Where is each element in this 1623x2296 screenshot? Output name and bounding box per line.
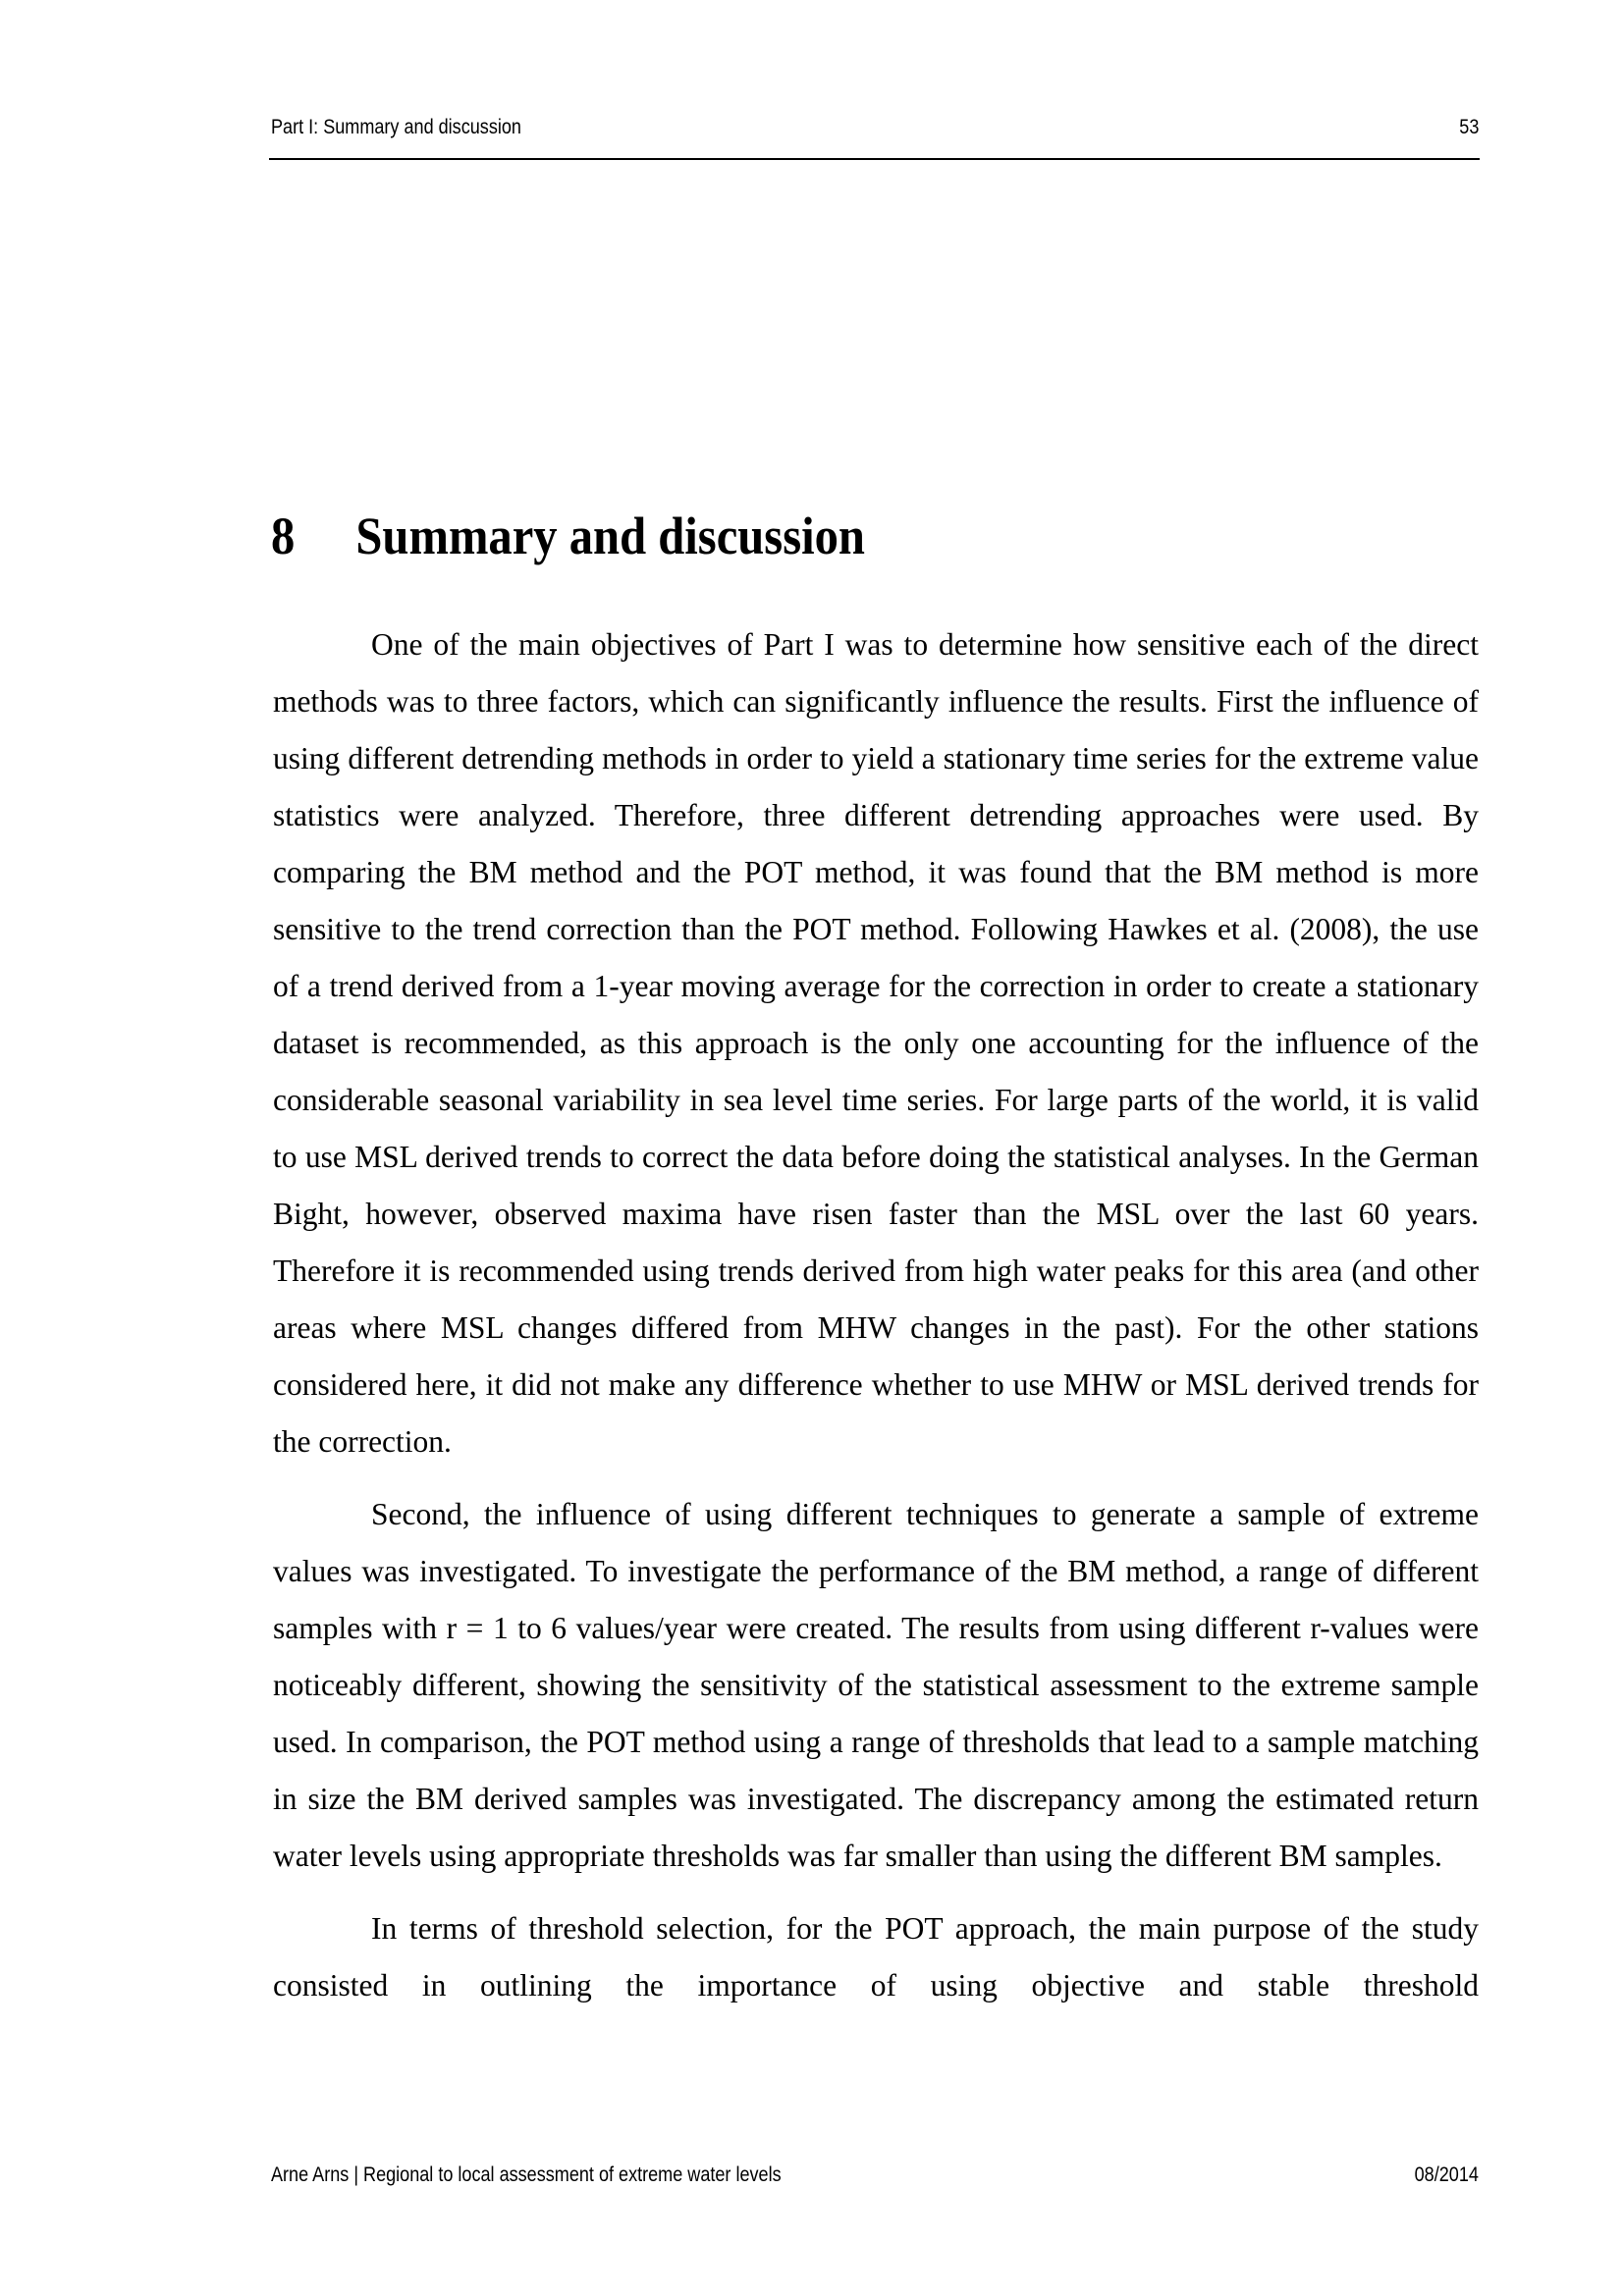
footer-author-title: Arne Arns | Regional to local assessment of extreme water levels — [271, 2163, 782, 2186]
body-text — [273, 616, 1479, 2030]
running-header-title: Part I: Summary and discussion — [271, 116, 521, 138]
section-number: 8 — [271, 507, 296, 565]
paragraph: In terms of threshold selection, for the POT approach, the main purpose of the study consisted in outlining the importance of using objective and stable threshold — [273, 1911, 1479, 2002]
footer-date: 08/2014 — [1414, 2163, 1479, 2186]
section-title: Summary and discussion — [355, 507, 865, 565]
header-rule — [269, 158, 1480, 160]
paragraph: One of the main objectives of Part I was to determine how sensitive each of the direct methods was to three factors, which can significantly influence the results. First the influence of using different detrending methods in order to yield a stationary time series for the extreme value statistics were analyzed. Therefore, three different detrending approaches were used. By comparing the BM method and the POT method, it was found that the BM method is more sensitive to the trend correction than the POT method. Following Hawkes et al. (2008), the use of a trend derived from a 1-year moving average for the correction in order to create a stationary dataset is recommended, as this approach is the only one accounting for the influence of the considerable seasonal variability in sea level time series. For large parts of the world, it is valid to use MSL derived trends to correct the data before doing the statistical analyses. In the German Bight, however, observed maxima have risen faster than the MSL over the last 60 years. Therefore it is recommended using trends derived from high water peaks for this area (and other areas where MSL changes differed from MHW changes in the past). For the other stations considered here, it did not make any difference whether to use MHW or MSL derived trends for the correction. — [273, 627, 1479, 1459]
paragraph: Second, the influence of using different techniques to generate a sample of extreme values was investigated. To investigate the performance of the BM method, a range of different samples with r = 1 to 6 values/year were created. The results from using different r-values were noticeably different, showing the sensitivity of the statistical assessment to the extreme sample used. In comparison, the POT method using a range of thresholds that lead to a sample matching in size the BM derived samples was investigated. The discrepancy among the estimated return water levels using appropriate thresholds was far smaller than using the different BM samples. — [273, 1497, 1479, 1873]
section-heading — [271, 506, 865, 566]
page-number: 53 — [1458, 116, 1479, 138]
